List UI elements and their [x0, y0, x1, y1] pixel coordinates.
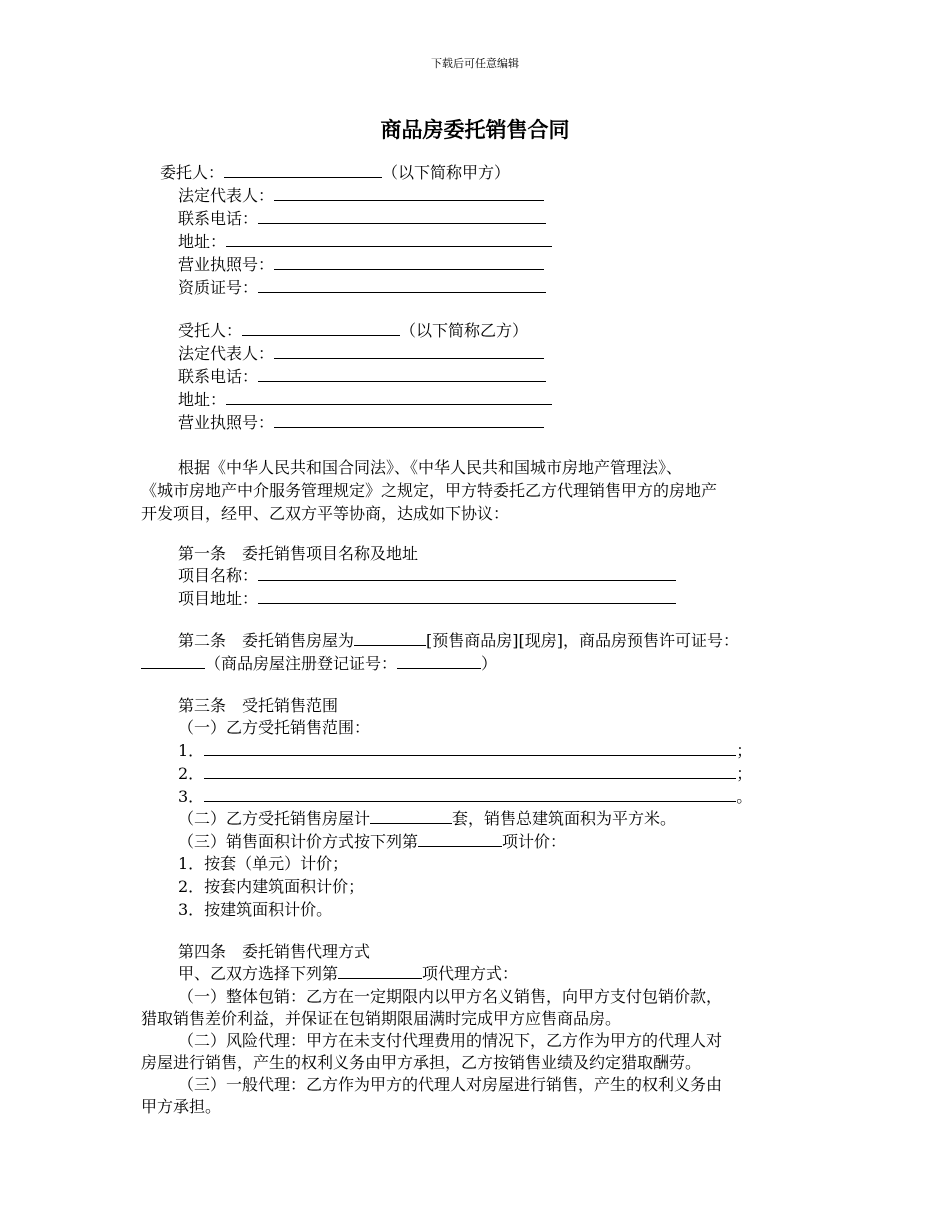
- house-type-blank: [354, 630, 426, 646]
- article3-sub2: [178, 808, 676, 830]
- a-license-line: [178, 254, 544, 276]
- document-title: 商品房委托销售合同: [380, 117, 570, 142]
- a-phone-line: [178, 208, 546, 230]
- a-legal-rep-blank: [274, 185, 544, 201]
- scope-item-2-blank: [204, 763, 736, 779]
- article1-heading: 第一条 委托销售项目名称及地址: [178, 544, 419, 563]
- agency-way-1-line-2: 猎取销售差价利益，并保证在包销期限届满时完成甲方应售商品房。: [141, 1009, 622, 1028]
- b-license-line: [178, 412, 544, 434]
- b-license-label: 营业执照号：: [178, 413, 275, 432]
- b-legal-rep-blank: [274, 343, 544, 359]
- scope-item-1-blank: [204, 740, 736, 756]
- scope-item-2-end: ；: [736, 764, 753, 783]
- agency-way-3-line-2: 甲方承担。: [141, 1097, 222, 1116]
- b-legal-rep-label: 法定代表人：: [178, 344, 275, 363]
- article3-sub3: [178, 831, 566, 853]
- a-phone-label: 联系电话：: [178, 209, 259, 228]
- scope-item-3-end: 。: [736, 787, 753, 806]
- pricing-option-blank: [418, 831, 502, 847]
- project-name-blank: [258, 565, 676, 581]
- scope-item-3-blank: [204, 786, 736, 802]
- principal-line: [160, 162, 510, 184]
- b-phone-blank: [258, 366, 546, 382]
- b-phone-label: 联系电话：: [178, 367, 259, 386]
- b-address-blank: [226, 389, 552, 405]
- presale-permit-blank: [141, 653, 205, 669]
- principal-suffix: （以下简称甲方）: [382, 163, 511, 182]
- project-name-label: 项目名称：: [178, 566, 259, 585]
- scope-item-2: [178, 763, 752, 785]
- scope-item-1: [178, 740, 752, 762]
- article2-line-2: [141, 653, 497, 675]
- a-legal-rep-label: 法定代表人：: [178, 186, 275, 205]
- project-address-label: 项目地址：: [178, 589, 259, 608]
- b-address-label: 地址：: [178, 390, 227, 409]
- b-address-line: [178, 389, 552, 411]
- a-address-label: 地址：: [178, 232, 227, 251]
- article3-sub2-a: （二）乙方受托销售房屋计: [178, 809, 371, 828]
- principal-label: 委托人：: [160, 163, 225, 182]
- a-legal-rep-line: [178, 185, 544, 207]
- article3-sub2-b: 套，销售总建筑面积为平方米。: [452, 809, 677, 828]
- article3-sub1: （一）乙方受托销售范围：: [178, 718, 371, 737]
- agent-suffix: （以下简称乙方）: [400, 321, 529, 340]
- agency-way-3-line-1: （三）一般代理：乙方作为甲方的代理人对房屋进行销售，产生的权利义务由: [178, 1075, 723, 1094]
- agency-option-blank: [338, 963, 422, 979]
- principal-blank: [224, 162, 382, 178]
- article2-text-b: [预售商品房][现房]，商品房预售许可证号：: [426, 631, 739, 650]
- project-address-blank: [258, 588, 676, 604]
- agent-label: 受托人：: [178, 321, 243, 340]
- a-qualification-label: 资质证号：: [178, 278, 259, 297]
- scope-item-1-end: ；: [736, 741, 753, 760]
- preamble-line-2: 《城市房地产中介服务管理规定》之规定，甲方特委托乙方代理销售甲方的房地产: [141, 481, 718, 500]
- a-license-label: 营业执照号：: [178, 255, 275, 274]
- article2-text-d: ）: [481, 654, 498, 673]
- scope-item-3-num: 3．: [178, 787, 205, 806]
- agent-blank: [242, 320, 400, 336]
- agency-way-2-line-2: 房屋进行销售，产生的权利义务由甲方承担，乙方按销售业绩及约定猎取酬劳。: [141, 1053, 702, 1072]
- article2-text-a: 第二条 委托销售房屋为: [178, 631, 355, 650]
- project-address-line: [178, 588, 676, 610]
- preamble-line-3: 开发项目，经甲、乙双方平等协商，达成如下协议：: [141, 504, 510, 523]
- article2-line-1: [178, 630, 739, 652]
- article4-choose-b: 项代理方式：: [422, 964, 519, 983]
- a-qualification-blank: [258, 277, 546, 293]
- scope-item-1-num: 1．: [178, 741, 205, 760]
- article3-sub3-b: 项计价：: [502, 832, 567, 851]
- project-name-line: [178, 565, 676, 587]
- a-address-blank: [226, 231, 552, 247]
- page-header: 下载后可任意编辑: [431, 57, 519, 70]
- agency-way-1-line-1: （一）整体包销：乙方在一定期限内以甲方名义销售，向甲方支付包销价款，: [178, 987, 723, 1006]
- agency-way-2-line-1: （二）风险代理：甲方在未支付代理费用的情况下，乙方作为甲方的代理人对: [178, 1031, 723, 1050]
- scope-item-2-num: 2．: [178, 764, 205, 783]
- pricing-option-2: 2．按套内建筑面积计价；: [178, 877, 365, 896]
- a-qualification-line: [178, 277, 546, 299]
- a-phone-blank: [258, 208, 546, 224]
- article3-heading: 第三条 受托销售范围: [178, 696, 339, 715]
- agent-line: [178, 320, 528, 342]
- pricing-option-3: 3．按建筑面积计价。: [178, 900, 333, 919]
- article4-heading: 第四条 委托销售代理方式: [178, 942, 371, 961]
- preamble-line-1: 根据《中华人民共和国合同法》、《中华人民共和国城市房地产管理法》、: [178, 458, 683, 477]
- scope-item-3: [178, 786, 752, 808]
- unit-count-blank: [370, 808, 452, 824]
- a-address-line: [178, 231, 552, 253]
- registration-no-blank: [397, 653, 481, 669]
- b-phone-line: [178, 366, 546, 388]
- b-license-blank: [274, 412, 544, 428]
- article4-choose: [178, 963, 518, 985]
- article4-choose-a: 甲、乙双方选择下列第: [178, 964, 339, 983]
- article2-text-c: （商品房屋注册登记证号：: [205, 654, 398, 673]
- a-license-blank: [274, 254, 544, 270]
- pricing-option-1: 1．按套（单元）计价；: [178, 854, 349, 873]
- b-legal-rep-line: [178, 343, 544, 365]
- article3-sub3-a: （三）销售面积计价方式按下列第: [178, 832, 419, 851]
